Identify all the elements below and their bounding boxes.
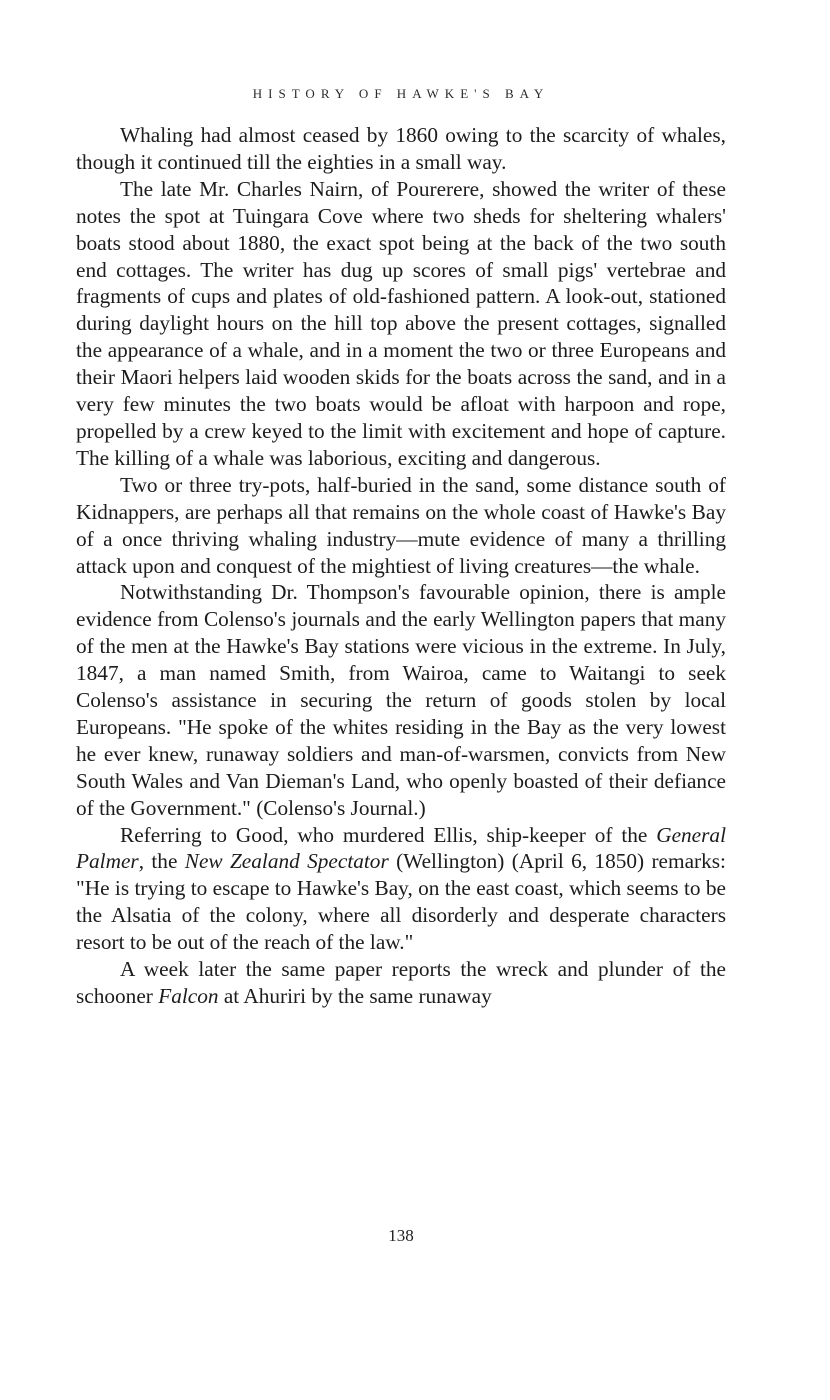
paragraph-6	[76, 956, 726, 1010]
page-number: 138	[388, 1226, 414, 1245]
running-head: HISTORY OF HAWKE'S BAY	[252, 86, 550, 101]
body-text	[76, 122, 726, 1010]
paragraph-1: Whaling had almost ceased by 1860 owing to the scarcity of whales, though it continued till the eighties in a small way.	[76, 123, 726, 174]
paragraph-2: The late Mr. Charles Nairn, of Pourerere, showed the writer of these notes the spot at Tuingara Cove where two sheds for sheltering whalers' boats stood about 1880, the exact spot being at the back of the two south end cottages. The writer has dug up scores of small pigs' vertebrae and fragments of cups and plates of old-fashioned pattern. A look-out, stationed during daylight hours on the hill top above the present cottages, signalled the appearance of a whale, and in a moment the two or three Europeans and their Maori helpers laid wooden skids for the boats across the sand, and in a very few minutes the two boats would be afloat with harpoon and rope, propelled by a crew keyed to the limit with excitement and hope of capture. The killing of a whale was laborious, exciting and dangerous.	[76, 176, 726, 470]
ship-name-general-palmer: General Palmer	[76, 822, 726, 874]
ship-name-falcon: Falcon	[158, 984, 219, 1008]
newspaper-name: New Zealand Spectator	[184, 849, 389, 874]
paragraph-4: Notwithstanding Dr. Thompson's favourable opinion, there is ample evidence from Colenso's journals and the early Wellington papers that many of the men at the Hawke's Bay stations were vicious in the extreme. In July, 1847, a man named Smith, from Wairoa, came to Waitangi to seek Colenso's assistance in securing the return of goods stolen by local Europeans. "He spoke of the whites residing in the Bay as the very lowest he ever knew, runaway soldiers and man-of-warsmen, convicts from New South Wales and Van Dieman's Land, who openly boasted of their defiance of the Government." (Colenso's Journal.)	[76, 580, 726, 820]
p5-text-b: , the	[138, 849, 185, 874]
p5-text-a: Referring to Good, who murdered Ellis, ship-keeper of the	[120, 822, 657, 847]
p6-text-b: at Ahuriri by the same runaway	[218, 984, 492, 1008]
paragraph-5	[76, 822, 726, 957]
p6-text-a: A week later the same paper reports the wreck and plunder of the schooner	[76, 957, 726, 1008]
p5-text-c: (Wellington) (April 6, 1850) remarks: "He is trying to escape to Hawke's Bay, on the east coast, which seems to be the Alsatia of the colony, where all disorderly and desperate characters resort to be out of the reach of the law."	[76, 849, 726, 955]
paragraph-3: Two or three try-pots, half-buried in the sand, some distance south of Kidnappers, are perhaps all that remains on the whole coast of Hawke's Bay of a once thriving whaling industry—mute evidence of many a thrilling attack upon and conquest of the mightiest of living creatures—the whale.	[76, 472, 726, 578]
